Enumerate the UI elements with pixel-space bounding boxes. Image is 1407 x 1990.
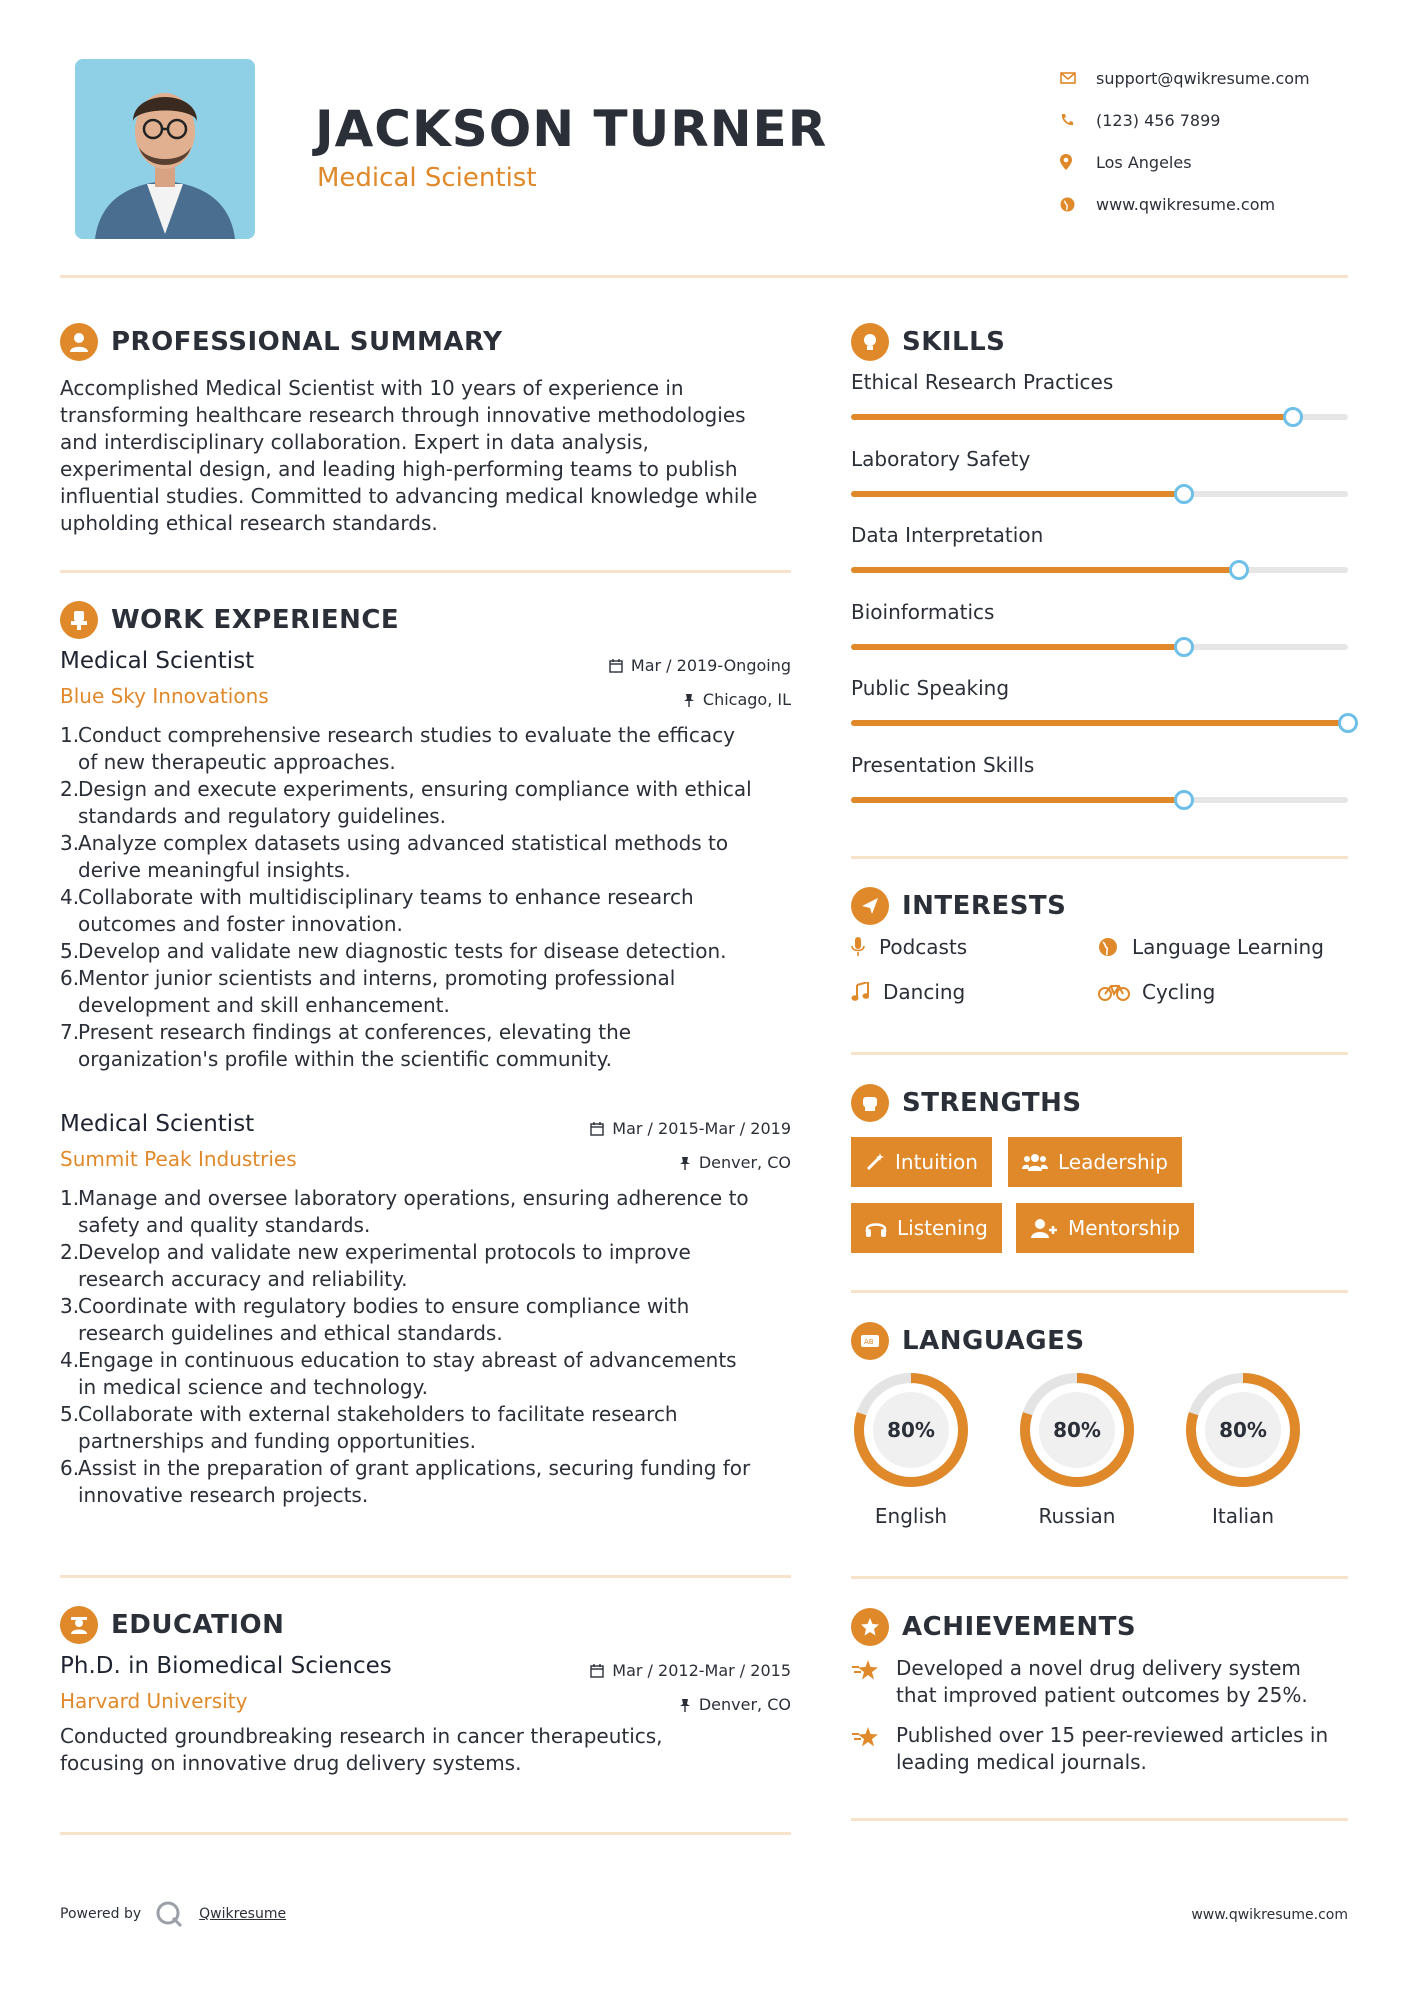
list-item: Develop and validate new diagnostic tests for disease detection. [78, 939, 727, 963]
skill-bar-fill [851, 797, 1184, 803]
skill-bar [851, 644, 1348, 650]
education-location: Denver, CO [679, 1695, 791, 1714]
skill-item [851, 447, 1348, 507]
skill-name: Bioinformatics [851, 599, 995, 624]
star-badge-icon [851, 1608, 889, 1646]
list-item: Engage in continuous education to stay abreast of advancements in medical science and technology. [78, 1348, 737, 1399]
language-percent: 80% [887, 1418, 935, 1442]
list-item: Present research findings at conferences, elevating the organization's profile within the scientific community. [78, 1020, 632, 1071]
work-heading: WORK EXPERIENCE [111, 605, 400, 635]
calendar-icon [590, 1664, 604, 1678]
skill-name: Public Speaking [851, 676, 1010, 700]
list-item: Design and execute experiments, ensuring compliance with ethical standards and regulatory guidelines. [78, 777, 752, 828]
strength-chip: Listening [851, 1203, 1002, 1253]
star-icon [851, 1722, 896, 1776]
users-icon [1022, 1152, 1048, 1172]
interest-label: Cycling [1142, 980, 1216, 1004]
phone-icon [1060, 113, 1096, 127]
skill-bar [851, 491, 1348, 497]
powered-by-label: Powered by [60, 1906, 142, 1922]
globe-icon [1060, 197, 1096, 212]
skill-bar-handle [1283, 407, 1303, 427]
globe-icon [1098, 937, 1132, 957]
job-duties [60, 722, 791, 1073]
music-note-icon [851, 982, 883, 1002]
language-item [1183, 1370, 1303, 1540]
summary-section [60, 323, 800, 537]
achievement-item [851, 1655, 1348, 1709]
job-entry [60, 1111, 791, 1509]
skill-bar [851, 414, 1348, 420]
summary-heading: PROFESSIONAL SUMMARY [111, 327, 503, 357]
paper-plane-icon [851, 887, 889, 925]
skill-bar-handle [1174, 484, 1194, 504]
skill-bar-handle [1174, 790, 1194, 810]
bicycle-icon [1098, 983, 1142, 1001]
contact-location-text: Los Angeles [1096, 152, 1192, 172]
microphone-icon [851, 937, 879, 957]
contact-list [1060, 57, 1360, 225]
education-description: Conducted groundbreaking research in cancer therapeutics, focusing on innovative drug delivery systems. [60, 1724, 663, 1775]
list-item: Collaborate with multidisciplinary teams to enhance research outcomes and foster innovation. [78, 885, 694, 936]
contact-website[interactable] [1060, 183, 1360, 225]
list-item: Collaborate with external stakeholders to facilitate research partnerships and funding opportunities. [78, 1402, 678, 1453]
language-name: Italian [1211, 1504, 1275, 1528]
skill-bar-fill [851, 414, 1293, 420]
summary-divider [60, 570, 791, 573]
skill-bar [851, 567, 1348, 573]
language-ring [1183, 1370, 1303, 1490]
job-title: Medical Scientist [60, 648, 255, 674]
strengths-section [851, 1084, 1348, 1122]
skill-item [851, 600, 1348, 660]
footer-url[interactable]: www.qwikresume.com [1191, 1907, 1348, 1923]
pin-icon [683, 693, 695, 707]
job-location: Denver, CO [679, 1153, 791, 1172]
degree: Ph.D. in Biomedical Sciences [60, 1653, 392, 1679]
skill-bar-fill [851, 491, 1184, 497]
skill-bar-handle [1229, 560, 1249, 580]
skill-bar [851, 720, 1348, 726]
skill-bar-fill [851, 720, 1348, 726]
languages-list [851, 1370, 1348, 1540]
qwikresume-logo-icon [155, 1900, 185, 1928]
footer-powered [60, 1900, 286, 1928]
skill-bar-fill [851, 644, 1184, 650]
skills-divider [851, 856, 1348, 859]
contact-email-text: support@qwikresume.com [1096, 68, 1310, 88]
skill-name: Ethical Research Practices [851, 370, 1114, 394]
user-plus-icon [1030, 1218, 1058, 1238]
pin-icon [679, 1698, 691, 1712]
profile-photo [75, 59, 255, 239]
education-dates: Mar / 2012-Mar / 2015 [590, 1661, 791, 1680]
languages-divider [851, 1576, 1348, 1579]
language-percent: 80% [1219, 1418, 1267, 1442]
contact-phone[interactable] [1060, 99, 1360, 141]
user-icon [60, 323, 98, 361]
skill-item [851, 676, 1348, 736]
job-entry [60, 648, 791, 1073]
skills-section [851, 323, 1348, 361]
work-section [60, 601, 791, 639]
work-divider [60, 1575, 791, 1578]
skill-item [851, 753, 1348, 813]
list-item: Manage and oversee laboratory operations, ensuring adherence to safety and quality standards. [78, 1186, 749, 1237]
interests-divider [851, 1052, 1348, 1055]
svg-text:AB: AB [864, 1338, 874, 1346]
brand-link[interactable]: Qwikresume [199, 1906, 287, 1922]
achievements-section [851, 1608, 1348, 1646]
skill-bar-handle [1174, 637, 1194, 657]
skill-bar [851, 797, 1348, 803]
lightbulb-icon [851, 323, 889, 361]
graduation-icon [60, 1606, 98, 1644]
list-item: Develop and validate new experimental protocols to improve research accuracy and reliability. [78, 1240, 691, 1291]
skill-item [851, 370, 1348, 430]
interest-label: Language Learning [1132, 935, 1324, 959]
skill-item [851, 523, 1348, 583]
contact-website-text: www.qwikresume.com [1096, 194, 1276, 214]
skills-heading: SKILLS [902, 327, 1006, 357]
strength-chip: Leadership [1008, 1137, 1182, 1187]
magic-wand-icon [865, 1152, 885, 1172]
strength-chip: Intuition [851, 1137, 992, 1187]
interest-item [1098, 980, 1215, 1004]
candidate-title: Medical Scientist [317, 163, 537, 193]
strengths-divider [851, 1290, 1348, 1293]
star-icon [851, 1655, 896, 1709]
language-item [1017, 1370, 1137, 1540]
interest-label: Dancing [883, 980, 966, 1004]
calendar-icon [590, 1122, 604, 1136]
id-card-icon [851, 1322, 889, 1360]
education-entry [60, 1653, 791, 1777]
fist-icon [851, 1084, 889, 1122]
job-company: Summit Peak Industries [60, 1147, 297, 1171]
education-divider [60, 1832, 791, 1835]
achievements-heading: ACHIEVEMENTS [902, 1612, 1137, 1642]
interests-heading: INTERESTS [902, 891, 1067, 921]
school: Harvard University [60, 1689, 248, 1713]
skill-bar-fill [851, 567, 1239, 573]
job-duties [60, 1185, 791, 1509]
language-ring [851, 1370, 971, 1490]
language-percent: 80% [1053, 1418, 1101, 1442]
list-item: Conduct comprehensive research studies to evaluate the efficacy of new therapeutic approaches. [78, 723, 735, 774]
job-company: Blue Sky Innovations [60, 684, 269, 708]
pin-icon [679, 1156, 691, 1170]
job-location: Chicago, IL [683, 690, 791, 709]
achievement-text: Developed a novel drug delivery system that improved patient outcomes by 25%. [896, 1656, 1308, 1707]
list-item: Coordinate with regulatory bodies to ensure compliance with research guidelines and ethical standards. [78, 1294, 690, 1345]
interests-section [851, 887, 1348, 925]
strength-chip: Mentorship [1016, 1203, 1194, 1253]
list-item: Mentor junior scientists and interns, promoting professional development and skill enhancement. [78, 966, 676, 1017]
summary-text: Accomplished Medical Scientist with 10 years of experience in transforming healthcare research through innovative methodologies and interdisciplinary collaboration. Expert in data analysis, experimental design, and leading high-performing teams to publish influential studies. Committed to advancing medical knowledge while upholding ethical research standards. [60, 376, 758, 535]
skill-bar-handle [1338, 713, 1358, 733]
strengths-heading: STRENGTHS [902, 1088, 1082, 1118]
achievement-text: Published over 15 peer-reviewed articles in leading medical journals. [896, 1723, 1329, 1774]
language-ring [1017, 1370, 1137, 1490]
language-name: Russian [1038, 1504, 1116, 1528]
list-item: Assist in the preparation of grant applications, securing funding for innovative research projects. [78, 1456, 751, 1507]
contact-location [1060, 141, 1360, 183]
contact-email[interactable] [1060, 57, 1360, 99]
skill-name: Laboratory Safety [851, 446, 1031, 471]
list-item: Analyze complex datasets using advanced statistical methods to derive meaningful insights. [78, 831, 729, 882]
languages-heading: LANGUAGES [902, 1326, 1085, 1356]
achievements-divider [851, 1818, 1348, 1821]
contact-phone-text: (123) 456 7899 [1096, 110, 1221, 130]
briefcase-icon [60, 601, 98, 639]
location-icon [1060, 154, 1096, 170]
language-name: English [874, 1504, 948, 1528]
header-divider [60, 275, 1348, 278]
interest-item [851, 980, 965, 1004]
job-title: Medical Scientist [60, 1111, 255, 1137]
calendar-icon [609, 659, 623, 673]
job-dates: Mar / 2015-Mar / 2019 [590, 1119, 791, 1138]
job-dates: Mar / 2019-Ongoing [609, 656, 791, 675]
languages-section [851, 1322, 1348, 1360]
interest-item [1098, 935, 1324, 959]
skill-name: Data Interpretation [851, 523, 1044, 547]
interest-label: Podcasts [879, 935, 968, 959]
skill-name: Presentation Skills [851, 752, 1035, 777]
education-heading: EDUCATION [111, 1610, 285, 1640]
language-item [851, 1370, 971, 1540]
envelope-icon [1060, 72, 1096, 84]
candidate-name: JACKSON TURNER [315, 100, 828, 158]
headphones-icon [865, 1218, 887, 1238]
interest-item [851, 935, 967, 959]
achievement-item [851, 1722, 1348, 1776]
education-section [60, 1606, 791, 1644]
